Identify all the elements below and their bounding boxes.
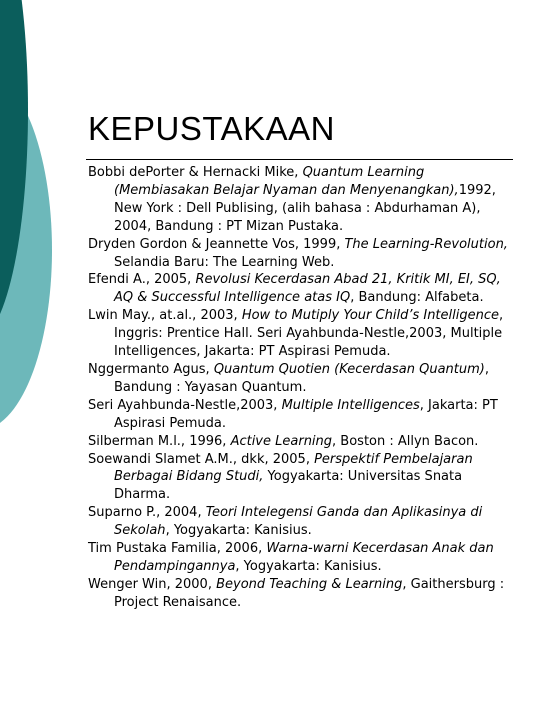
reference-item <box>88 397 516 433</box>
reference-text: , Bandung: Alfabeta. <box>350 290 484 306</box>
reference-title: Multiple Intelligences <box>281 397 420 413</box>
reference-text: 1992, New York : Dell Publising, (alih bahasa : Abdurhaman A), 2004, Bandung : PT Mizan Pustaka. <box>114 182 496 234</box>
reference-text: Suparno P., 2004, <box>88 505 206 521</box>
reference-title: Warna-warni Kecerdasan Anak dan Pendampingannya <box>114 541 494 574</box>
reference-text: Yogyakarta: Universitas Snata Dharma. <box>114 469 463 503</box>
reference-text: Lwin May., at.al., 2003, <box>88 308 242 324</box>
title-divider <box>86 159 513 160</box>
reference-item <box>88 271 516 307</box>
reference-item <box>88 576 516 612</box>
reference-text: Soewandi Slamet A.M., dkk, 2005, <box>88 451 315 467</box>
reference-item <box>88 540 516 576</box>
reference-text: Nggermanto Agus, <box>88 361 214 377</box>
reference-text: Wenger Win, 2000, <box>88 576 217 592</box>
decorative-teal-shapes <box>0 0 60 430</box>
reference-text: Seri Ayahbunda-Nestle,2003, <box>88 397 282 413</box>
reference-text: Bobbi dePorter & Hernacki Mike, <box>88 165 303 180</box>
reference-item <box>88 164 516 236</box>
reference-text: Dryden Gordon & Jeannette Vos, 1999, <box>88 236 345 252</box>
reference-text: , Yogyakarta: Kanisius. <box>165 523 312 539</box>
reference-item <box>88 451 516 505</box>
page-title: KEPUSTAKAAN <box>88 110 335 147</box>
reference-title: Quantum Learning (Membiasakan Belajar Nyaman dan Menyenangkan), <box>114 165 459 198</box>
reference-text: , Jakarta: PT Aspirasi Pemuda. <box>114 397 498 431</box>
reference-title: Teori Intelegensi Ganda dan Aplikasinya di Sekolah <box>114 505 483 539</box>
reference-text: , Boston : Allyn Bacon. <box>332 433 479 449</box>
reference-title: The Learning-Revolution, <box>344 236 508 252</box>
reference-item <box>88 504 516 540</box>
reference-title: Revolusi Kecerdasan Abad 21, Kritik MI, EI, SQ, AQ & Successful Intelligence atas IQ <box>114 272 501 306</box>
reference-title: Beyond Teaching & Learning <box>216 576 403 592</box>
reference-text: Efendi A., 2005, <box>88 272 196 288</box>
reference-text: Silberman M.l., 1996, <box>88 433 231 449</box>
reference-title: Perspektif Pembelajaran Berbagai Bidang Studi, <box>114 451 473 485</box>
reference-title: Quantum Quotien (Kecerdasan Quantum) <box>213 361 485 377</box>
reference-item <box>88 433 516 451</box>
reference-list <box>88 164 516 612</box>
reference-title: Active Learning <box>230 433 333 449</box>
reference-text: , Inggris: Prentice Hall. Seri Ayahbunda-Nestle,2003, Multiple Intelligences, Jakarta: PT Aspirasi Pemuda. <box>114 308 504 360</box>
reference-item <box>88 307 516 361</box>
reference-title: How to Mutiply Your Child’s Intelligence <box>241 308 499 324</box>
reference-text: , Yogyakarta: Kanisius. <box>235 558 382 574</box>
reference-item <box>88 361 516 397</box>
reference-text: , Bandung : Yayasan Quantum. <box>114 361 489 395</box>
reference-item <box>88 236 516 272</box>
reference-text: Tim Pustaka Familia, 2006, <box>88 541 267 557</box>
reference-text: , Gaithersburg : Project Renaisance. <box>114 576 505 610</box>
reference-text: Selandia Baru: The Learning Web. <box>114 254 335 270</box>
